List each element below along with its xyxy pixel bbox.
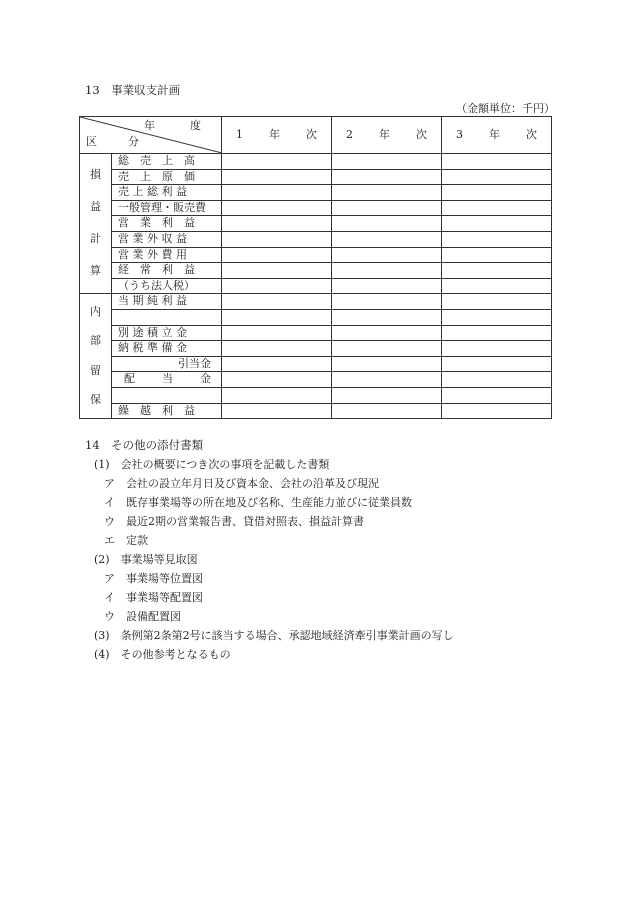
cell[interactable] — [332, 387, 442, 403]
row-label-cost: 売 上 原 価 — [112, 169, 222, 185]
cell[interactable] — [332, 325, 442, 341]
row-label-ordinary-profit: 経 常 利 益 — [112, 263, 222, 279]
business-plan-table — [79, 116, 552, 419]
cell[interactable] — [332, 247, 442, 263]
cell[interactable] — [442, 387, 552, 403]
cell[interactable] — [332, 356, 442, 372]
cell[interactable] — [442, 200, 552, 216]
cell[interactable] — [222, 278, 332, 294]
list-item: (4) その他参考となるもの — [94, 648, 231, 661]
cell[interactable] — [222, 169, 332, 185]
cell[interactable] — [332, 341, 442, 357]
row-label-allowance: 引当金 — [112, 356, 222, 372]
group-internal-reserve: 内 部 留 保 — [80, 294, 112, 419]
row-label-special-reserve: 別 途 積 立 金 — [112, 325, 222, 341]
cell[interactable] — [222, 200, 332, 216]
row-label-dividend: 配 当 金 — [112, 372, 222, 388]
list-item: ウ 設備配置図 — [104, 610, 181, 623]
cell[interactable] — [442, 372, 552, 388]
list-item: イ 既存事業場等の所在地及び名称、生産能力並びに従業員数 — [104, 496, 412, 509]
year-3-header: 3 年 次 — [442, 117, 552, 154]
cell[interactable] — [222, 309, 332, 325]
row-label-corporate-tax: （うち法人税） — [112, 278, 222, 294]
cell[interactable] — [442, 154, 552, 170]
row-label-net-profit: 当 期 純 利 益 — [112, 294, 222, 310]
row-label-gross-profit: 売 上 総 利 益 — [112, 185, 222, 201]
row-label-blank-1 — [112, 309, 222, 325]
cell[interactable] — [332, 231, 442, 247]
header-diagonal-cell — [80, 117, 222, 154]
cell[interactable] — [222, 387, 332, 403]
row-label-blank-2 — [112, 387, 222, 403]
cell[interactable] — [222, 263, 332, 279]
cell[interactable] — [222, 154, 332, 170]
cell[interactable] — [332, 200, 442, 216]
cell[interactable] — [222, 356, 332, 372]
cell[interactable] — [332, 278, 442, 294]
cell[interactable] — [442, 403, 552, 419]
row-label-retained-earnings: 繰 越 利 益 — [112, 403, 222, 419]
group-profit-loss: 損 益 計 算 — [80, 154, 112, 294]
cell[interactable] — [442, 247, 552, 263]
cell[interactable] — [222, 185, 332, 201]
year-2-header: 2 年 次 — [332, 117, 442, 154]
cell[interactable] — [442, 309, 552, 325]
cell[interactable] — [442, 169, 552, 185]
cell[interactable] — [332, 294, 442, 310]
cell[interactable] — [332, 403, 442, 419]
row-label-sales: 総 売 上 高 — [112, 154, 222, 170]
list-item: ア 事業場等位置図 — [104, 572, 203, 585]
list-item: ア 会社の設立年月日及び資本金、会社の沿革及び現況 — [104, 477, 379, 490]
section-14-title: 14 その他の添付書類 — [85, 438, 204, 452]
cell[interactable] — [332, 309, 442, 325]
cell[interactable] — [332, 372, 442, 388]
cell[interactable] — [222, 341, 332, 357]
header-category-label: 区 分 — [86, 135, 149, 149]
section-13-title: 13 事業収支計画 — [85, 83, 181, 97]
cell[interactable] — [442, 231, 552, 247]
cell[interactable] — [442, 341, 552, 357]
year-1-header: 1 年 次 — [222, 117, 332, 154]
row-label-nonop-income: 営 業 外 収 益 — [112, 231, 222, 247]
cell[interactable] — [332, 169, 442, 185]
cell[interactable] — [332, 263, 442, 279]
cell[interactable] — [442, 278, 552, 294]
cell[interactable] — [442, 325, 552, 341]
row-label-operating-profit: 営 業 利 益 — [112, 216, 222, 232]
list-item: (2) 事業場等見取図 — [94, 553, 198, 566]
list-item: エ 定款 — [104, 534, 148, 547]
cell[interactable] — [442, 216, 552, 232]
cell[interactable] — [442, 185, 552, 201]
cell[interactable] — [222, 372, 332, 388]
cell[interactable] — [222, 294, 332, 310]
cell[interactable] — [442, 263, 552, 279]
cell[interactable] — [332, 154, 442, 170]
list-item: (1) 会社の概要につき次の事項を記載した書類 — [94, 458, 330, 471]
cell[interactable] — [442, 294, 552, 310]
cell[interactable] — [222, 247, 332, 263]
cell[interactable] — [222, 216, 332, 232]
cell[interactable] — [332, 185, 442, 201]
amount-unit-label: （金額単位：千円） — [456, 102, 555, 115]
cell[interactable] — [222, 325, 332, 341]
cell[interactable] — [222, 403, 332, 419]
list-item: (3) 条例第2条第2号に該当する場合、承認地域経済牽引事業計画の写し — [94, 629, 454, 642]
cell[interactable] — [222, 231, 332, 247]
header-year-label: 年 度 — [144, 119, 213, 132]
cell[interactable] — [442, 356, 552, 372]
list-item: イ 事業場等配置図 — [104, 591, 203, 604]
row-label-sga: 一般管理・販売費 — [112, 200, 222, 216]
cell[interactable] — [332, 216, 442, 232]
row-label-tax-reserve: 納 税 準 備 金 — [112, 341, 222, 357]
list-item: ウ 最近2期の営業報告書、貸借対照表、損益計算書 — [104, 515, 364, 528]
row-label-nonop-expense: 営 業 外 費 用 — [112, 247, 222, 263]
